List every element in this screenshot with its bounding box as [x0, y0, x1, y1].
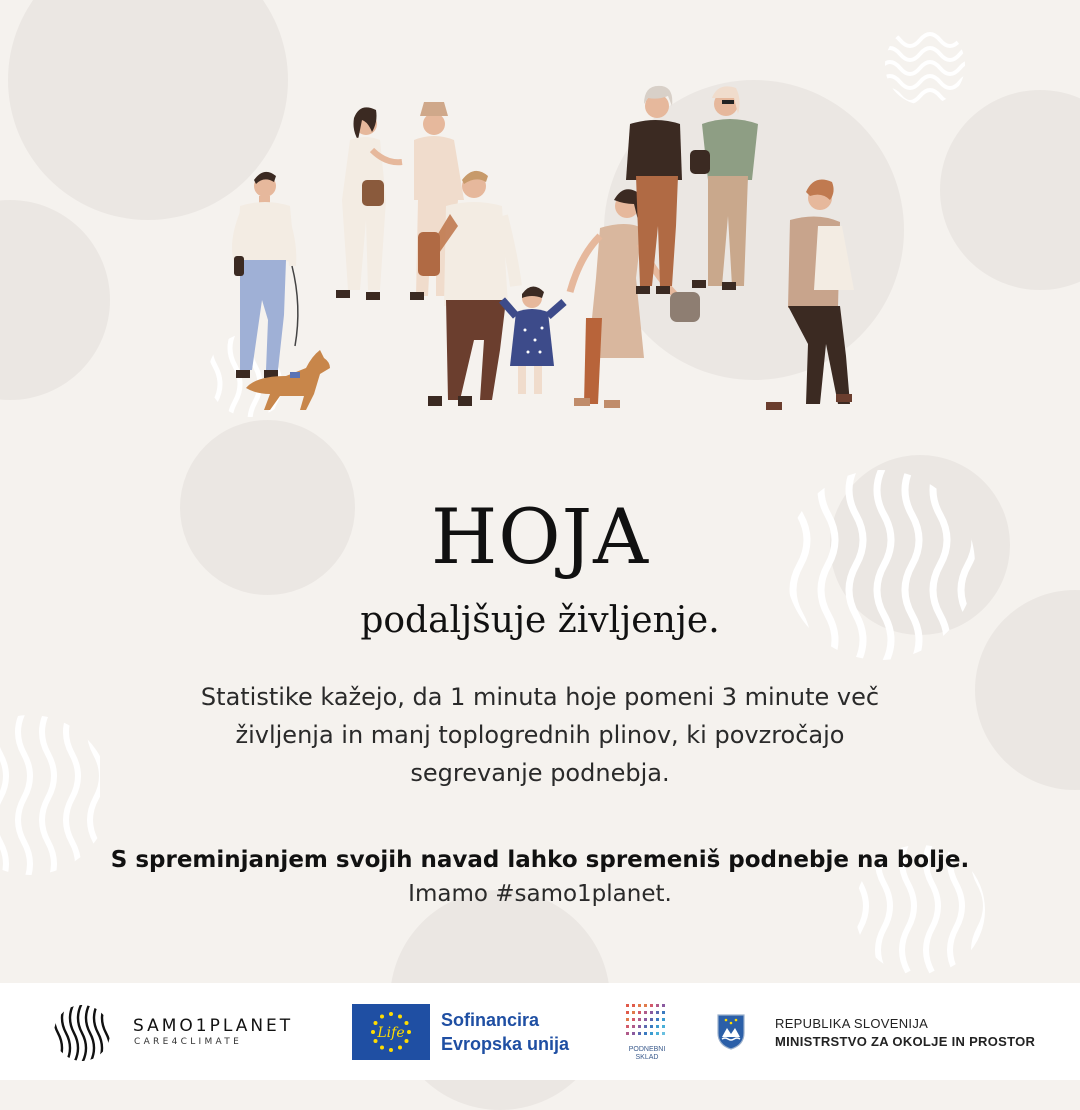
- body-line: Statistike kažejo, da 1 minuta hoje pomeni 3 minute več: [200, 683, 880, 711]
- person-man-tote-bag: [766, 180, 854, 410]
- person-child: [502, 286, 564, 394]
- hashtag-text: Imamo #samo1planet.: [408, 881, 672, 907]
- eu-flag-icon: [352, 1004, 430, 1060]
- cta-statement: S spreminjanjem svojih navad lahko spremeniš podnebje na bolje.: [110, 847, 970, 873]
- podnebni-sklad-logo-icon: [622, 1002, 670, 1042]
- government-ministry: MINISTRSTVO ZA OKOLJE IN PROSTOR: [775, 1034, 1036, 1049]
- slovenia-crest-icon: [716, 1013, 746, 1051]
- ps-line: PODNEBNI: [628, 1046, 666, 1053]
- samo1planet-tagline: CARE4CLIMATE: [134, 1037, 243, 1047]
- person-woman-beige-dress: [570, 189, 700, 408]
- dog-icon: [246, 350, 330, 410]
- body-line: segrevanje podnebja.: [410, 759, 670, 787]
- person-woman-with-dog: [232, 172, 298, 378]
- podnebni-sklad-text: [612, 1046, 682, 1062]
- person-woman-white-jumpsuit: [336, 107, 402, 300]
- eu-line: Evropska unija: [441, 1034, 570, 1054]
- samo1planet-name: SAMO1PLANET: [133, 1016, 294, 1036]
- eu-cofinance-text: [441, 1008, 569, 1056]
- person-woman-sunglasses: [690, 86, 758, 290]
- eu-stars-icon: [352, 1004, 430, 1060]
- samo1planet-logo-icon: [52, 1003, 112, 1063]
- page-subtitle: podaljšuje življenje.: [360, 600, 720, 641]
- ps-line: SKLAD: [635, 1054, 659, 1061]
- eu-line: Sofinancira: [441, 1010, 540, 1030]
- page-title: HOJA: [431, 492, 649, 581]
- body-line: življenja in manj toplogrednih plinov, ki povzročajo: [235, 721, 845, 749]
- eu-life-label: Life: [377, 1025, 405, 1041]
- body-text: [150, 678, 930, 792]
- government-country: REPUBLIKA SLOVENIJA: [775, 1016, 929, 1031]
- walking-people-illustration: [0, 0, 1080, 440]
